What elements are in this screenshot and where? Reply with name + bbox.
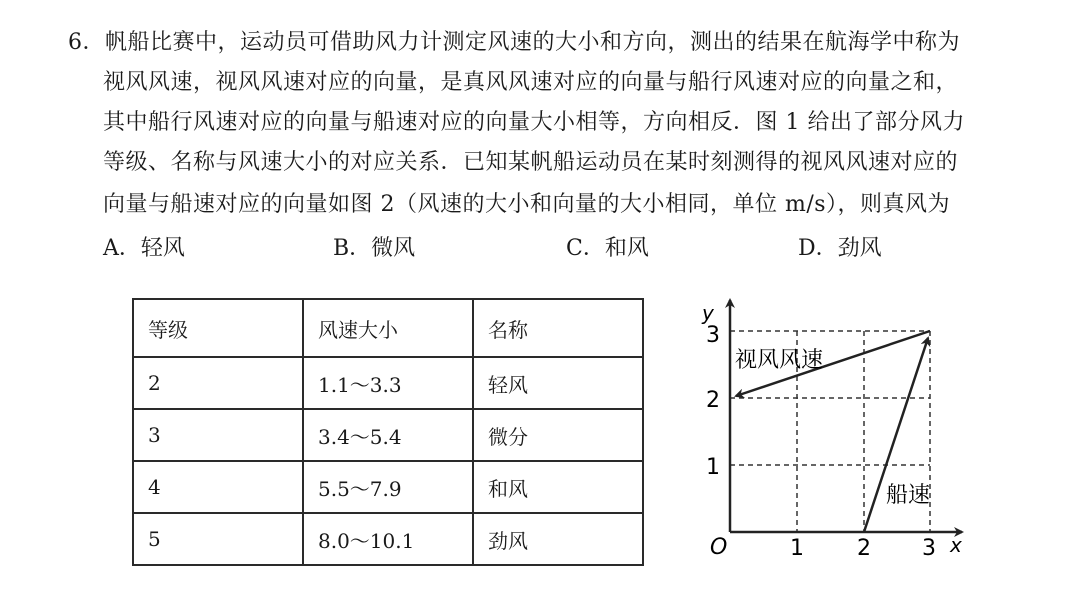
y-tick-label: 3 <box>706 323 720 348</box>
origin-label: O <box>710 535 728 560</box>
boat-speed-label: 船速 <box>886 483 931 508</box>
table-cell-speed: 3.4～5.4 <box>303 409 473 461</box>
table-row <box>133 461 643 513</box>
wind-level-table <box>132 298 644 566</box>
table-header-speed: 风速大小 <box>303 299 473 357</box>
table-cell-speed: 1.1～3.3 <box>303 357 473 409</box>
x-tick-label: 3 <box>922 536 936 561</box>
table-cell-name: 轻风 <box>473 357 643 409</box>
question-line-5: 向量与船速对应的向量如图 2（风速的大小和向量的大小相同，单位 m/s），则真风为 <box>103 192 951 217</box>
x-axis-label: x <box>950 533 962 557</box>
table-cell-level: 2 <box>133 357 303 409</box>
y-axis-label: y <box>702 301 714 325</box>
table-row <box>133 357 643 409</box>
table-header-name: 名称 <box>473 299 643 357</box>
table-header-level: 等级 <box>133 299 303 357</box>
table-cell-name: 劲风 <box>473 513 643 565</box>
vector-graph <box>680 290 980 570</box>
question-line-3: 其中船行风速对应的向量与船速对应的向量大小相等，方向相反．图 1 给出了部分风力 <box>103 110 965 135</box>
question-line-1: 6．帆船比赛中，运动员可借助风力计测定风速的大小和方向，测出的结果在航海学中称为 <box>68 30 961 55</box>
question-line-4: 等级、名称与风速大小的对应关系．已知某帆船运动员在某时刻测得的视风风速对应的 <box>103 150 959 175</box>
table-cell-speed: 8.0～10.1 <box>303 513 473 565</box>
table-header-row <box>133 299 643 357</box>
y-tick-label: 2 <box>706 388 720 413</box>
table-row <box>133 513 643 565</box>
option-a[interactable]: A．轻风 <box>103 236 185 261</box>
option-b[interactable]: B．微风 <box>333 236 416 261</box>
y-tick-label: 1 <box>706 455 720 480</box>
option-c[interactable]: C．和风 <box>566 236 649 261</box>
table-cell-level: 4 <box>133 461 303 513</box>
table-row <box>133 409 643 461</box>
table-cell-level: 5 <box>133 513 303 565</box>
table-cell-level: 3 <box>133 409 303 461</box>
question-line-2: 视风风速，视风风速对应的向量，是真风风速对应的向量与船行风速对应的向量之和， <box>103 70 959 95</box>
option-d[interactable]: D．劲风 <box>798 236 882 261</box>
apparent-wind-label: 视风风速 <box>735 348 824 373</box>
table-cell-speed: 5.5～7.9 <box>303 461 473 513</box>
x-tick-label: 1 <box>790 536 804 561</box>
x-tick-label: 2 <box>857 536 871 561</box>
table-cell-name: 微分 <box>473 409 643 461</box>
table-cell-name: 和风 <box>473 461 643 513</box>
